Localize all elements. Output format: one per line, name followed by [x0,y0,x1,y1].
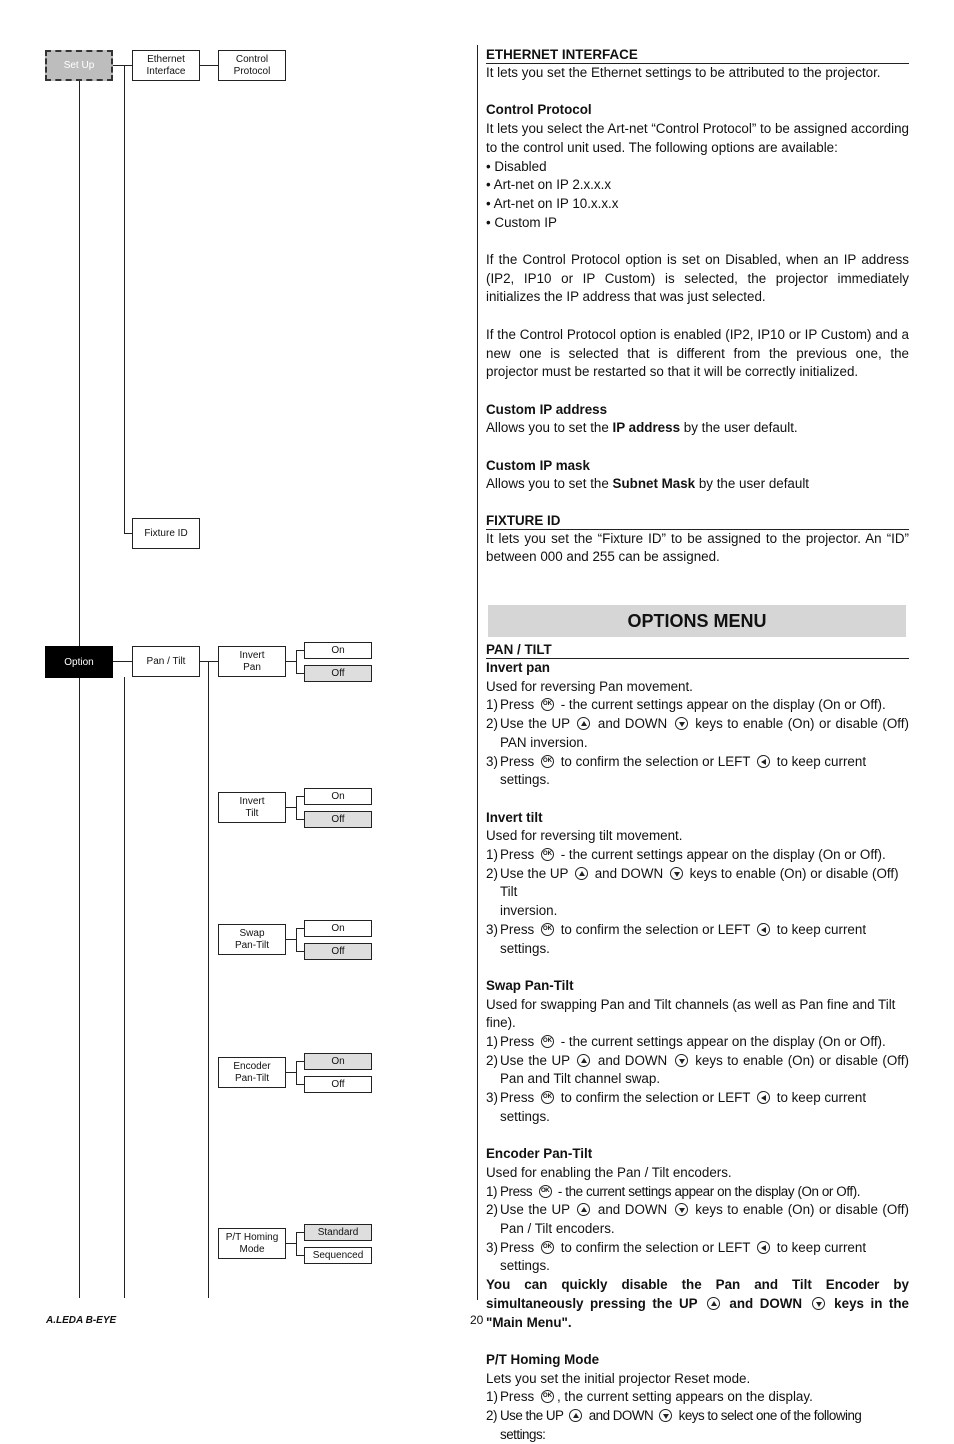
connector [296,951,304,952]
section-title: PAN / TILT [486,642,909,659]
down-key-icon [659,1409,672,1422]
menu-swap-pan-tilt[interactable]: Swap Pan-Tilt [218,924,286,955]
connector [208,661,209,1298]
setup-text-column [486,47,909,567]
down-key-icon [675,717,688,730]
menu-invert-pan[interactable]: Invert Pan [218,646,286,677]
option-off[interactable]: Off [304,1076,372,1093]
up-key-icon [577,1054,590,1067]
connector [296,1084,304,1085]
ok-key-icon [541,698,554,711]
step-1: 1) Press OK - the current settings appear on the display (On or Off). [486,696,909,715]
option-off-selected[interactable]: Off [304,943,372,960]
connector [286,939,296,940]
step-1: 1) Press OK - the current settings appear on the display (On or Off). [486,846,909,865]
column-divider [477,45,478,1300]
menu-option[interactable]: Option [45,646,113,678]
ok-key-icon [541,848,554,861]
connector [286,661,296,662]
step-1: 1) Press OK , the current setting appears on the display. [486,1388,909,1407]
ok-key-icon [541,1035,554,1048]
menu-encoder-pan-tilt[interactable]: Encoder Pan-Tilt [218,1057,286,1088]
paragraph: Used for reversing Pan movement. [486,678,693,694]
step-1: 1) Press OK - the current settings appear on the display (On or Off). [486,1033,909,1052]
paragraph: It lets you set the Ethernet settings to be attributed to the projector. [486,65,881,80]
options-menu-banner: OPTIONS MENU [488,605,906,637]
paragraph: Lets you set the initial projector Reset mode. [486,1370,751,1386]
paragraph: If the Control Protocol option is set on Disabled, when an IP address (IP2, IP10 or IP Custom) is selected, the projector immediately initializes the IP address that was just selected. [486,252,909,305]
option-on[interactable]: On [304,788,372,805]
step-3: 3) Press OK to confirm the selection or LEFT to keep current settings. [486,753,909,790]
step-2: 2) Use the UP and DOWN keys to enable (On) or disable (Off) [486,716,909,732]
connector [296,1061,304,1062]
section-title: FIXTURE ID [486,513,909,530]
up-key-icon [569,1409,582,1422]
ok-key-icon [541,755,554,768]
left-key-icon [757,923,770,936]
step-2: 2) Use the UP and DOWN keys to select one of the following settings: [486,1408,862,1442]
left-key-icon [757,1241,770,1254]
connector [79,81,80,1298]
connector [296,1232,297,1255]
connector [200,65,218,66]
down-key-icon [675,1054,688,1067]
menu-invert-tilt[interactable]: Invert Tilt [218,792,286,823]
option-on[interactable]: On [304,642,372,659]
connector [296,1232,304,1233]
connector [296,819,304,820]
step-2: 2) Use the UP and DOWN keys to enable (On) or disable (Off) [486,1052,909,1068]
up-key-icon [575,867,588,880]
paragraph: Pan / Tilt encoders. [500,1221,615,1237]
option-off-selected[interactable]: Off [304,811,372,828]
paragraph: inversion. [500,903,558,919]
connector [113,65,132,66]
down-key-icon [670,867,683,880]
subsection-title: Encoder Pan-Tilt [486,1146,593,1162]
paragraph: Used for swapping Pan and Tilt channels (as well as Pan fine and Tilt fine). [486,996,896,1031]
paragraph: It lets you set the “Fixture ID” to be assigned to the projector. An “ID” between 000 and 255 can be assigned. [486,530,909,565]
left-key-icon [757,755,770,768]
menu-fixture-id[interactable]: Fixture ID [132,518,200,549]
paragraph: Used for enabling the Pan / Tilt encoders. [486,1164,732,1180]
list-item: • Disabled [486,158,547,174]
connector [124,65,125,533]
options-text-column [486,642,909,1444]
step-3: 3) Press OK to confirm the selection or LEFT to keep current settings. [486,1089,909,1126]
subsection-title: Swap Pan-Tilt [486,977,574,993]
ok-key-icon [539,1185,552,1198]
ok-key-icon [541,1241,554,1254]
menu-pt-homing-mode[interactable]: P/T Homing Mode [218,1228,286,1259]
menu-setup[interactable]: Set Up [45,50,113,81]
connector [124,677,125,1298]
ok-key-icon [541,923,554,936]
paragraph: Allows you to set the IP address by the user default. [486,420,798,436]
menu-ethernet-interface[interactable]: Ethernet Interface [132,50,200,81]
step-1: 1) Press OK - the current settings appear on the display (On or Off). [486,1183,909,1202]
connector [286,1243,296,1244]
list-item: • Art-net on IP 10.x.x.x [486,195,619,211]
up-key-icon [707,1297,720,1310]
left-key-icon [757,1091,770,1104]
menu-pan-tilt[interactable]: Pan / Tilt [132,646,200,677]
connector [286,1072,296,1073]
subsection-title: Control Protocol [486,102,592,118]
connector [124,533,132,534]
paragraph: If the Control Protocol option is enabled (IP2, IP10 or IP Custom) and a new one is selected that is different from the previous one, the projector must be restarted so that it will be correctly initialized. [486,326,909,380]
list-item: • Custom IP [486,214,557,230]
connector [286,807,296,808]
subsection-title: P/T Homing Mode [486,1351,600,1367]
ok-key-icon [541,1390,554,1403]
paragraph: Allows you to set the Subnet Mask by the user default [486,476,810,492]
step-3: 3) Press OK to confirm the selection or LEFT to keep current settings. [486,1239,909,1276]
menu-control-protocol[interactable]: Control Protocol [218,50,286,81]
connector [296,1061,297,1084]
subsection-title: Invert tilt [486,809,543,825]
connector [296,796,304,797]
down-key-icon [675,1203,688,1216]
page-number: 20 [470,1313,484,1327]
up-key-icon [577,717,590,730]
connector [296,650,304,651]
down-key-icon [812,1297,825,1310]
paragraph: It lets you select the Art-net “Control Protocol” to be assigned according to the control unit used. The following options are available: [486,121,909,155]
option-on-selected[interactable]: On [304,1053,372,1070]
option-on[interactable]: On [304,920,372,937]
option-off-selected[interactable]: Off [304,665,372,682]
paragraph: Pan and Tilt channel swap. [500,1071,661,1087]
subsection-title: Invert pan [486,660,550,675]
connector [200,661,218,662]
list-item: • Art-net on IP 2.x.x.x [486,177,612,193]
paragraph: Used for reversing tilt movement. [486,828,683,844]
connector [296,650,297,673]
paragraph: PAN inversion. [500,734,588,750]
option-sequenced[interactable]: Sequenced [304,1247,372,1264]
subsection-title: Custom IP address [486,401,608,417]
connector [113,661,132,662]
section-title: ETHERNET INTERFACE [486,47,909,64]
subsection-title: Custom IP mask [486,457,590,473]
connector [296,928,304,929]
connector [296,673,304,674]
up-key-icon [577,1203,590,1216]
footer-brand: A.LEDA B-EYE [46,1315,117,1326]
step-2: 2) Use the UP and DOWN keys to enable (On) or disable (Off) [486,1202,909,1218]
step-3: 3) Press OK to confirm the selection or LEFT to keep current settings. [486,921,909,958]
connector [296,796,297,819]
ok-key-icon [541,1091,554,1104]
option-standard-selected[interactable]: Standard [304,1224,372,1241]
connector [296,928,297,951]
note: You can quickly disable the Pan and Tilt Encoder by simultaneously pressing the UP and DOWN keys in the "Main Menu". [486,1277,909,1330]
step-2: 2) Use the UP and DOWN keys to enable (On) or disable (Off) Tilt [486,865,899,900]
connector [296,1255,304,1256]
